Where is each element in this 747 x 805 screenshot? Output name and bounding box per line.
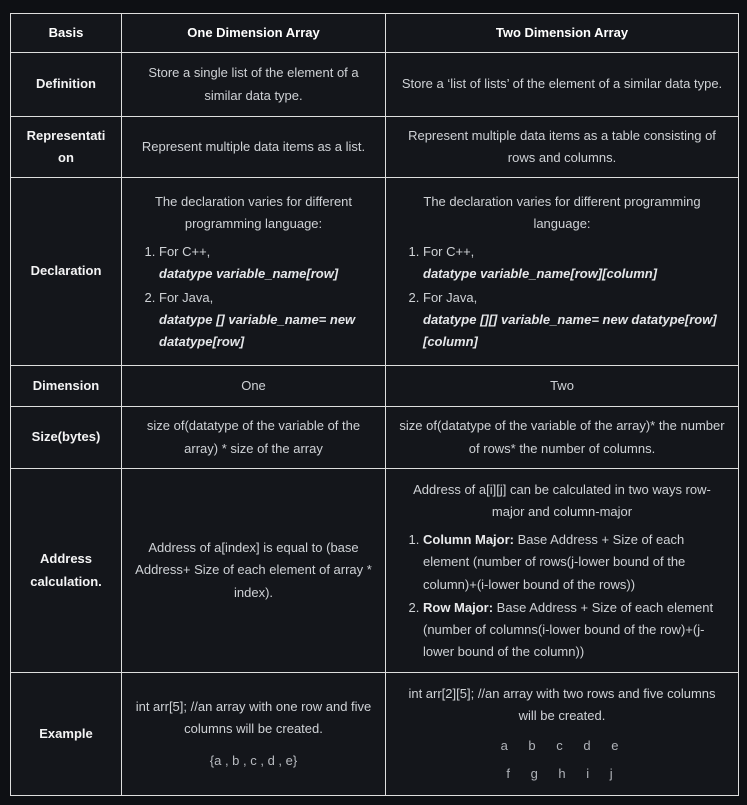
address-two-intro: Address of a[i][j] can be calculated in two ways row-major and column-major [413,482,711,520]
declaration-one-list [135,241,372,352]
declaration-two-item1-label: For C++, [423,244,475,260]
definition-two-dim: Store a ‘list of lists’ of the element of a similar data type. [386,53,739,117]
example-two-grid-row2: f g h i j [506,766,618,782]
table-header-row [11,14,739,53]
size-one-dim: size of(datatype of the variable of the array) * size of the array [122,407,386,469]
table-row-definition [11,53,739,117]
address-two-list [399,529,725,663]
declaration-two-item1-code: datatype variable_name[row][column] [423,266,658,282]
representation-two-dim: Represent multiple data items as a table consisting of rows and columns. [386,117,739,178]
declaration-two-list [399,241,725,352]
declaration-one-item1-label: For C++, [159,244,211,260]
list-item [423,241,725,285]
address-one-dim: Address of a[index] is equal to (base Address+ Size of each element of array * index). [122,469,386,673]
list-item [423,597,725,663]
list-item [159,287,372,353]
table-row-size [11,407,739,469]
table-row-declaration [11,178,739,366]
list-item [423,287,725,353]
example-one-code: int arr[5]; //an array with one row and five columns will be created. [135,698,372,736]
declaration-two-dim [386,178,739,366]
array-comparison-table [10,13,739,796]
declaration-one-intro: The declaration varies for different programming language: [154,194,353,232]
declaration-one-item1-code: datatype variable_name[row] [159,266,339,282]
example-two-dim [386,673,739,796]
example-two-grid-row1: a b c d e [500,738,624,753]
table-row-dimension [11,366,739,407]
size-label: Size(bytes) [11,407,122,469]
address-two-dim [386,469,739,673]
address-label: Address calculation. [11,469,122,673]
header-two-dimension-array: Two Dimension Array [386,14,739,53]
representation-label: Representation [11,117,122,178]
representation-one-dim: Represent multiple data items as a list. [122,117,386,178]
size-two-dim: size of(datatype of the variable of the array)* the number of rows* the number of columns. [386,407,739,469]
declaration-one-item2-code: datatype [] variable_name= new datatype[row] [159,311,356,349]
address-row-major-term: Row Major: [423,599,494,615]
address-column-major-term: Column Major: [423,532,514,548]
dimension-two-dim: Two [386,366,739,407]
example-two-code: int arr[2][5]; //an array with two rows and five columns will be created. [408,685,716,723]
table-row-example [11,673,739,796]
example-one-set: {a , b , c , d , e} [209,753,298,769]
example-label: Example [11,673,122,796]
dimension-label: Dimension [11,366,122,407]
declaration-two-intro: The declaration varies for different programming language: [423,194,701,232]
declaration-one-dim [122,178,386,366]
declaration-two-item2-code: datatype [][] variable_name= new datatype[row] [column] [423,311,717,349]
table-row-representation [11,117,739,178]
dimension-one-dim: One [122,366,386,407]
header-basis: Basis [11,14,122,53]
address-row-major-text: Base Address + Size of each element (number of columns(i-lower bound of the row)+(j-lower bound of the column)) [423,599,714,659]
example-one-dim [122,673,386,796]
declaration-label: Declaration [11,178,122,366]
table-row-address-calculation [11,469,739,673]
list-item [159,241,372,285]
list-item [423,529,725,595]
address-column-major-text: Base Address + Size of each element (number of rows(j-lower bound of the column)+(i-lower bound of the rows)) [423,532,686,592]
declaration-one-item2-label: For Java, [159,289,214,305]
header-one-dimension-array: One Dimension Array [122,14,386,53]
declaration-two-item2-label: For Java, [423,289,478,305]
definition-one-dim: Store a single list of the element of a similar data type. [122,53,386,117]
definition-label: Definition [11,53,122,117]
